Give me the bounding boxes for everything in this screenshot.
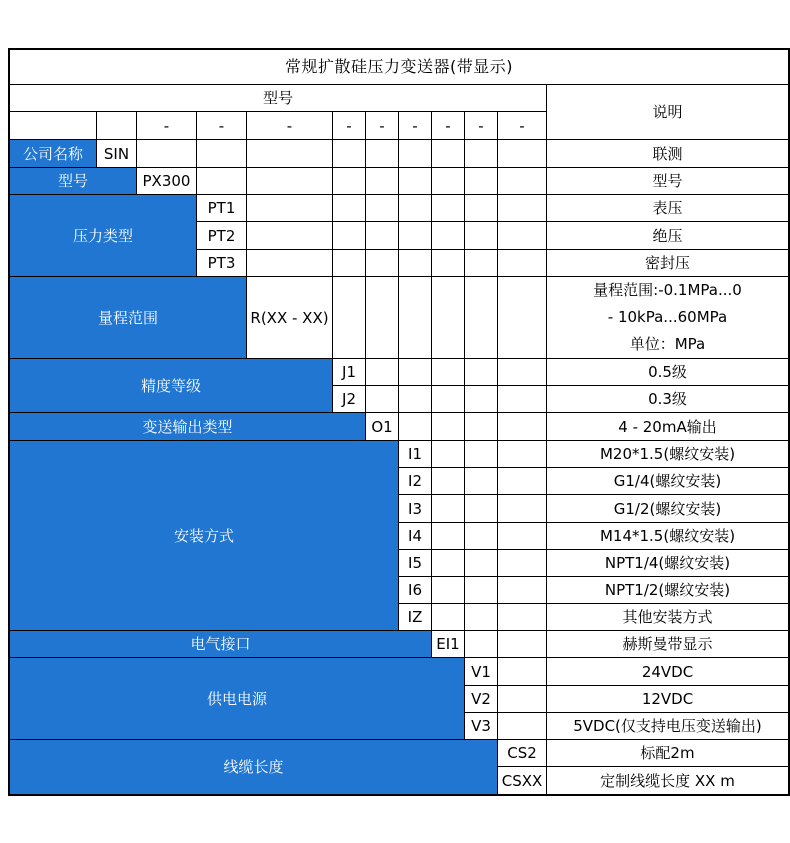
empty-cell — [498, 631, 547, 658]
group-label-range: 量程范围 — [10, 277, 247, 359]
empty-cell — [432, 386, 465, 413]
code-cell: SIN — [97, 140, 137, 168]
empty-cell — [498, 359, 547, 386]
empty-cell — [465, 604, 498, 631]
dash-cell: - — [498, 112, 547, 140]
empty-cell — [498, 222, 547, 250]
empty-cell — [333, 195, 366, 222]
description-cell: M14*1.5(螺纹安装) — [547, 523, 788, 550]
dash-cell: - — [333, 112, 366, 140]
code-cell: I4 — [399, 523, 432, 550]
empty-cell — [498, 686, 547, 713]
group-label-power-supply: 供电电源 — [10, 658, 465, 740]
code-cell: R(XX - XX) — [247, 277, 333, 359]
empty-cell — [432, 468, 465, 495]
empty-cell — [432, 222, 465, 250]
empty-cell — [247, 250, 333, 277]
empty-cell — [432, 550, 465, 577]
code-cell: CSXX — [498, 767, 547, 794]
description-cell: 标配2m — [547, 740, 788, 767]
empty-cell — [399, 359, 432, 386]
empty-cell — [333, 277, 366, 359]
empty-cell — [465, 222, 498, 250]
table-title: 常规扩散硅压力变送器(带显示) — [10, 50, 788, 85]
code-cell: I2 — [399, 468, 432, 495]
dash-cell: - — [247, 112, 333, 140]
dash-cell: - — [432, 112, 465, 140]
empty-cell — [498, 195, 547, 222]
empty-cell — [498, 523, 547, 550]
description-cell-line: 量程范围:-0.1MPa...0 — [593, 281, 742, 299]
empty-cell — [366, 250, 399, 277]
model-header: 型号 — [10, 85, 547, 112]
code-cell: V2 — [465, 686, 498, 713]
empty-cell — [432, 413, 465, 441]
description-cell: 定制线缆长度 XX m — [547, 767, 788, 794]
code-cell: I5 — [399, 550, 432, 577]
empty-cell — [399, 413, 432, 441]
empty-cell — [366, 140, 399, 168]
description-cell: 赫斯曼带显示 — [547, 631, 788, 658]
empty-cell — [197, 140, 247, 168]
description-cell: 型号 — [547, 168, 788, 195]
description-cell: 表压 — [547, 195, 788, 222]
empty-cell — [498, 168, 547, 195]
description-cell: NPT1/4(螺纹安装) — [547, 550, 788, 577]
code-cell: J2 — [333, 386, 366, 413]
empty-cell — [465, 523, 498, 550]
empty-cell — [498, 550, 547, 577]
dash-cell: - — [197, 112, 247, 140]
description-cell-line: 单位：MPa — [629, 335, 706, 353]
empty-cell — [498, 386, 547, 413]
empty-cell — [498, 713, 547, 740]
empty-cell — [465, 495, 498, 523]
empty-cell — [432, 495, 465, 523]
empty-cell — [465, 631, 498, 658]
dash-cell: - — [399, 112, 432, 140]
group-label-accuracy-class: 精度等级 — [10, 359, 333, 413]
empty-cell — [399, 140, 432, 168]
code-cell: J1 — [333, 359, 366, 386]
description-cell: 4 - 20mA输出 — [547, 413, 788, 441]
empty-cell — [247, 140, 333, 168]
empty-cell — [465, 359, 498, 386]
empty-cell — [366, 195, 399, 222]
description-cell: 24VDC — [547, 658, 788, 686]
group-label-electrical-interface: 电气接口 — [10, 631, 432, 658]
empty-cell — [432, 441, 465, 468]
code-cell: I3 — [399, 495, 432, 523]
empty-cell — [465, 413, 498, 441]
group-label-installation: 安装方式 — [10, 441, 399, 631]
code-cell: I6 — [399, 577, 432, 604]
empty-cell — [432, 523, 465, 550]
empty-cell — [498, 413, 547, 441]
code-cell: PT1 — [197, 195, 247, 222]
empty-cell — [498, 577, 547, 604]
empty-cell — [498, 468, 547, 495]
group-label-company-name: 公司名称 — [10, 140, 97, 168]
empty-cell — [432, 277, 465, 359]
empty-cell — [366, 168, 399, 195]
empty-cell — [498, 250, 547, 277]
empty-cell — [399, 386, 432, 413]
empty-cell — [432, 168, 465, 195]
empty-cell — [432, 250, 465, 277]
empty-cell — [10, 112, 97, 140]
description-cell: 5VDC(仅支持电压变送输出) — [547, 713, 788, 740]
code-cell: PT3 — [197, 250, 247, 277]
code-cell: PT2 — [197, 222, 247, 250]
empty-cell — [333, 222, 366, 250]
empty-cell — [498, 277, 547, 359]
empty-cell — [465, 577, 498, 604]
group-label-model: 型号 — [10, 168, 137, 195]
empty-cell — [97, 112, 137, 140]
description-cell-line: - 10kPa...60MPa — [607, 308, 728, 326]
empty-cell — [465, 441, 498, 468]
empty-cell — [432, 359, 465, 386]
description-cell: G1/4(螺纹安装) — [547, 468, 788, 495]
empty-cell — [465, 168, 498, 195]
empty-cell — [432, 577, 465, 604]
empty-cell — [432, 140, 465, 168]
empty-cell — [333, 168, 366, 195]
code-cell: EI1 — [432, 631, 465, 658]
empty-cell — [247, 168, 333, 195]
group-label-output-type: 变送输出类型 — [10, 413, 366, 441]
description-cell: 绝压 — [547, 222, 788, 250]
description-cell: M20*1.5(螺纹安装) — [547, 441, 788, 468]
empty-cell — [465, 277, 498, 359]
empty-cell — [247, 222, 333, 250]
description-cell: 联测 — [547, 140, 788, 168]
description-cell: 12VDC — [547, 686, 788, 713]
group-label-pressure-type: 压力类型 — [10, 195, 197, 277]
empty-cell — [432, 195, 465, 222]
empty-cell — [399, 222, 432, 250]
empty-cell — [465, 550, 498, 577]
dash-cell: - — [465, 112, 498, 140]
empty-cell — [399, 277, 432, 359]
empty-cell — [333, 250, 366, 277]
empty-cell — [399, 195, 432, 222]
code-cell: V1 — [465, 658, 498, 686]
empty-cell — [366, 222, 399, 250]
description-header: 说明 — [547, 85, 788, 140]
empty-cell — [197, 168, 247, 195]
description-cell: 密封压 — [547, 250, 788, 277]
empty-cell — [247, 195, 333, 222]
empty-cell — [465, 250, 498, 277]
empty-cell — [465, 468, 498, 495]
code-cell: V3 — [465, 713, 498, 740]
dash-cell: - — [137, 112, 197, 140]
code-cell: CS2 — [498, 740, 547, 767]
empty-cell — [498, 441, 547, 468]
empty-cell — [399, 250, 432, 277]
empty-cell — [366, 386, 399, 413]
empty-cell — [498, 604, 547, 631]
empty-cell — [333, 140, 366, 168]
empty-cell — [498, 140, 547, 168]
empty-cell — [432, 604, 465, 631]
empty-cell — [498, 495, 547, 523]
empty-cell — [366, 359, 399, 386]
group-label-cable-length: 线缆长度 — [10, 740, 498, 794]
code-cell: O1 — [366, 413, 399, 441]
description-cell: 0.3级 — [547, 386, 788, 413]
description-cell: 其他安装方式 — [547, 604, 788, 631]
product-spec-table — [8, 48, 790, 796]
description-cell: 0.5级 — [547, 359, 788, 386]
empty-cell — [465, 386, 498, 413]
description-cell — [547, 277, 788, 359]
code-cell: IZ — [399, 604, 432, 631]
dash-cell: - — [366, 112, 399, 140]
empty-cell — [399, 168, 432, 195]
empty-cell — [465, 140, 498, 168]
empty-cell — [137, 140, 197, 168]
code-cell: PX300 — [137, 168, 197, 195]
empty-cell — [465, 195, 498, 222]
code-cell: I1 — [399, 441, 432, 468]
empty-cell — [366, 277, 399, 359]
empty-cell — [498, 658, 547, 686]
description-cell: NPT1/2(螺纹安装) — [547, 577, 788, 604]
description-cell: G1/2(螺纹安装) — [547, 495, 788, 523]
